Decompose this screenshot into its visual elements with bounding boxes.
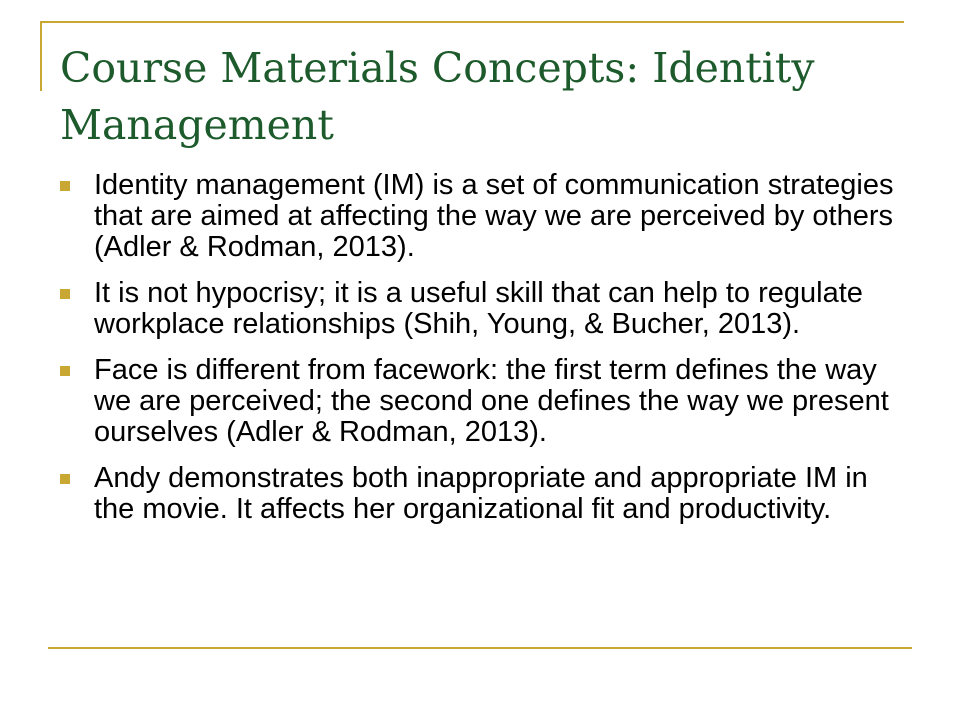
bullet-text: Face is different from facework: the first term defines the way we are perceived; the second one defines the way we present ourselves (Adler & Rodman, 2013). bbox=[94, 354, 889, 448]
square-bullet-icon bbox=[60, 289, 70, 299]
top-accent-line bbox=[40, 21, 904, 23]
square-bullet-icon bbox=[60, 474, 70, 484]
bullet-text: Identity management (IM) is a set of communication strategies that are aimed at affecting the way we are perceived by others (Adler & Rodman, 2013). bbox=[94, 169, 894, 263]
square-bullet-icon bbox=[60, 181, 70, 191]
bullet-item bbox=[60, 278, 910, 340]
bullet-text: It is not hypocrisy; it is a useful skill that can help to regulate workplace relationships (Shih, Young, & Bucher, 2013). bbox=[94, 277, 863, 340]
bullet-text: Andy demonstrates both inappropriate and appropriate IM in the movie. It affects her organizational fit and productivity. bbox=[94, 462, 868, 525]
bottom-accent-line bbox=[48, 647, 912, 649]
bullet-item bbox=[60, 463, 910, 525]
bullet-list bbox=[60, 170, 910, 540]
square-bullet-icon bbox=[60, 366, 70, 376]
slide-title: Course Materials Concepts: Identity Management bbox=[60, 44, 815, 149]
bullet-item bbox=[60, 170, 910, 263]
left-accent-line bbox=[40, 21, 42, 91]
bullet-item bbox=[60, 355, 910, 448]
